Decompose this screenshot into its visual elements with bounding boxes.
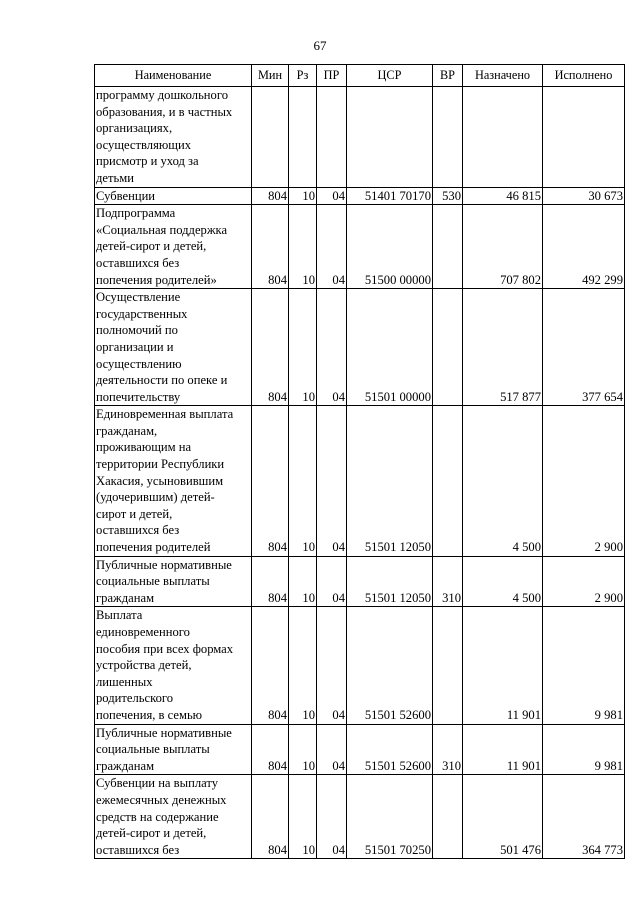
table-row [95,187,625,205]
cell-executed: 9 981 [543,724,625,775]
cell-vr: 310 [433,724,463,775]
cell-name [95,556,252,607]
cell-min: 804 [252,187,289,205]
cell-rz: 10 [289,187,317,205]
cell-assigned: 707 802 [463,205,543,289]
cell-rz: 10 [289,607,317,724]
table-row [95,289,625,406]
cell-name [95,607,252,724]
cell-rz: 10 [289,724,317,775]
row-name-text: Единовременная выплата гражданам, проживающим на территории Республики Хакасия, усыновившим (удочерившим) детей- сирот и детей, оставшихся без попечения родителей [96,407,234,555]
cell-assigned: 517 877 [463,289,543,406]
row-name-text: Подпрограмма «Социальная поддержка детей-сирот и детей, оставшихся без попечения родителей» [96,206,228,287]
cell-csr: 51501 00000 [347,289,433,406]
cell-csr: 51501 52600 [347,607,433,724]
cell-vr [433,775,463,859]
cell-min: 804 [252,556,289,607]
header-name: Наименование [95,65,252,87]
cell-pr: 04 [317,775,347,859]
header-assigned: Назначено [463,65,543,87]
cell-min: 804 [252,205,289,289]
cell-pr: 04 [317,607,347,724]
cell-pr: 04 [317,406,347,556]
cell-vr [433,607,463,724]
table-row [95,607,625,724]
cell-pr: 04 [317,289,347,406]
cell-rz: 10 [289,775,317,859]
cell-executed: 364 773 [543,775,625,859]
cell-csr: 51501 12050 [347,406,433,556]
cell-min: 804 [252,406,289,556]
row-name-text: Публичные нормативные социальные выплаты гражданам [96,557,232,605]
table-row [95,775,625,859]
cell-executed: 2 900 [543,556,625,607]
cell-min: 804 [252,289,289,406]
header-executed: Исполнено [543,65,625,87]
cell-executed: 9 981 [543,607,625,724]
row-name-text: Субвенции [96,188,156,203]
cell-rz [289,87,317,188]
cell-rz: 10 [289,406,317,556]
header-rz: Рз [289,65,317,87]
cell-name [95,724,252,775]
cell-pr: 04 [317,556,347,607]
table-row [95,724,625,775]
cell-executed: 30 673 [543,187,625,205]
cell-assigned: 4 500 [463,406,543,556]
cell-assigned: 11 901 [463,607,543,724]
header-vr: ВР [433,65,463,87]
table-row [95,87,625,188]
budget-table [94,64,625,859]
cell-csr: 51501 52600 [347,724,433,775]
cell-csr: 51501 70250 [347,775,433,859]
header-min: Мин [252,65,289,87]
cell-csr: 51501 12050 [347,556,433,607]
header-pr: ПР [317,65,347,87]
cell-vr [433,205,463,289]
cell-vr: 530 [433,187,463,205]
cell-executed: 2 900 [543,406,625,556]
cell-rz: 10 [289,289,317,406]
row-name-text: программу дошкольного образования, и в частных организациях, осуществляющих присмотр и уход за детьми [96,88,233,185]
cell-min [252,87,289,188]
cell-vr [433,87,463,188]
cell-executed: 492 299 [543,205,625,289]
cell-name [95,775,252,859]
cell-csr: 51401 70170 [347,187,433,205]
row-name-text: Субвенции на выплату ежемесячных денежных средств на содержание детей-сирот и детей, оставшихся без [96,776,227,857]
header-csr: ЦСР [347,65,433,87]
cell-name [95,205,252,289]
row-name-text: Публичные нормативные социальные выплаты гражданам [96,725,232,773]
cell-rz: 10 [289,205,317,289]
cell-pr: 04 [317,187,347,205]
cell-executed: 377 654 [543,289,625,406]
cell-executed [543,87,625,188]
cell-name [95,289,252,406]
table-row [95,406,625,556]
cell-csr: 51500 00000 [347,205,433,289]
cell-csr [347,87,433,188]
cell-vr [433,406,463,556]
cell-assigned: 11 901 [463,724,543,775]
cell-min: 804 [252,775,289,859]
cell-pr: 04 [317,205,347,289]
row-name-text: Осуществление государственных полномочий по организации и осуществлению деятельности по опеке и попечительству [96,290,228,404]
cell-vr [433,289,463,406]
table-row [95,556,625,607]
cell-name [95,87,252,188]
cell-name [95,187,252,205]
cell-assigned: 501 476 [463,775,543,859]
cell-pr [317,87,347,188]
cell-min: 804 [252,607,289,724]
cell-assigned: 4 500 [463,556,543,607]
table-header-row [95,65,625,87]
cell-pr: 04 [317,724,347,775]
cell-rz: 10 [289,556,317,607]
row-name-text: Выплата единовременного пособия при всех формах устройства детей, лишенных родительского попечения, в семью [96,608,234,722]
cell-min: 804 [252,724,289,775]
cell-name [95,406,252,556]
cell-assigned: 46 815 [463,187,543,205]
page-number: 67 [313,38,327,53]
table-row [95,205,625,289]
cell-assigned [463,87,543,188]
cell-vr: 310 [433,556,463,607]
